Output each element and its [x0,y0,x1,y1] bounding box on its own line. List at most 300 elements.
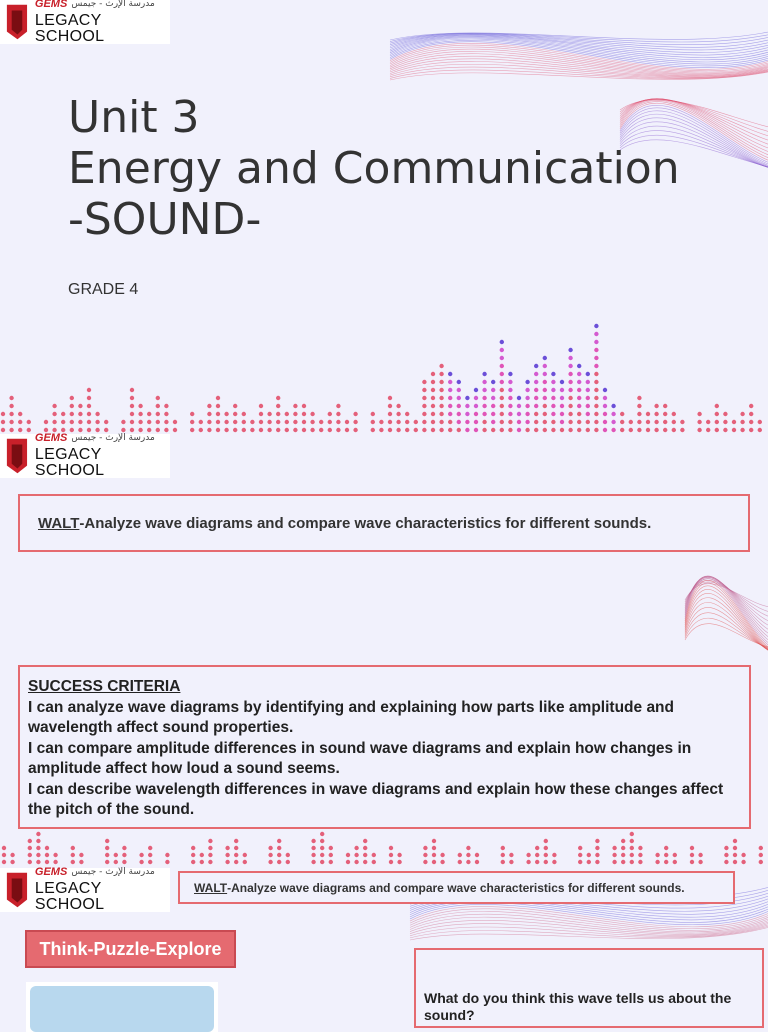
equalizer-dot [655,853,659,857]
equalizer-dot [525,404,529,408]
equalizer-dot [346,860,350,864]
equalizer-dot [440,860,444,864]
equalizer-dot [568,396,572,400]
equalizer-dot [28,839,32,843]
equalizer-dot [466,860,470,864]
equalizer-dot [225,860,229,864]
equalizer-dot [207,404,211,408]
equalizer-dot [620,412,624,416]
success-item: I can describe wavelength differences in wave diagrams and explain how these changes affect the pitch of the sound. [28,780,724,818]
equalizer-dot [457,420,461,424]
equalizer-dot [587,860,591,864]
equalizer-dot [345,428,349,432]
title-unit: Unit 3 [68,92,200,143]
equalizer-dot [638,846,642,850]
equalizer-dot [526,853,530,857]
equalizer-dot [148,860,152,864]
equalizer-dot [568,388,572,392]
equalizer-dot [320,860,324,864]
equalizer-dot [199,428,203,432]
equalizer-dot [594,364,598,368]
equalizer-dot [276,428,280,432]
equalizer-dot [28,860,32,864]
equalizer-dot [500,380,504,384]
equalizer-dot [577,404,581,408]
logo-arabic: مدرسة الإرث - جيمس [71,433,155,443]
equalizer-dot [190,412,194,416]
equalizer-dot [509,853,513,857]
equalizer-dot [457,404,461,408]
equalizer-dot [448,404,452,408]
logo-emblem-icon [4,870,31,910]
equalizer-dot [9,428,13,432]
equalizer-dot [603,412,607,416]
equalizer-dot [276,396,280,400]
equalizer-dot [594,324,598,328]
equalizer-dot [568,364,572,368]
equalizer-dot [329,860,333,864]
equalizer-dot [733,846,737,850]
equalizer-dot [10,860,14,864]
equalizer-dot [724,860,728,864]
equalizer-dot [87,396,91,400]
equalizer-dot [320,853,324,857]
equalizer-dot [595,846,599,850]
equalizer-dot [423,853,427,857]
equalizer-dot [594,340,598,344]
equalizer-dot [156,412,160,416]
equalizer-dot [354,860,358,864]
equalizer-dot [354,853,358,857]
equalizer-dot [672,420,676,424]
equalizer-dot [491,428,495,432]
equalizer-dot [551,412,555,416]
equalizer-dot [577,428,581,432]
equalizer-dot [346,853,350,857]
equalizer-dot [147,428,151,432]
equalizer-dot [749,412,753,416]
equalizer-dot [758,420,762,424]
equalizer-dot [577,372,581,376]
equalizer-dot [243,860,247,864]
equalizer-dot [52,412,56,416]
success-heading: SUCCESS CRITERIA [28,678,181,695]
equalizer-dot [1,420,5,424]
equalizer-dot [336,428,340,432]
equalizer-dot [138,428,142,432]
think-puzzle-explore-banner: Think-Puzzle-Explore [25,930,236,968]
equalizer-dot [587,853,591,857]
equalizer-dot [749,428,753,432]
equalizer-dot [535,846,539,850]
equalizer-dot [36,832,40,836]
equalizer-dot [70,404,74,408]
equalizer-dot [500,428,504,432]
equalizer-dot [740,420,744,424]
equalizer-dot [448,396,452,400]
equalizer-dot [52,404,56,408]
equalizer-dot [457,428,461,432]
equalizer-dot [448,412,452,416]
equalizer-dot [423,846,427,850]
equalizer-dot [525,396,529,400]
equalizer-dot [655,860,659,864]
equalizer-dot [501,846,505,850]
equalizer-dot [130,428,134,432]
equalizer-dot [371,428,375,432]
equalizer-dot [422,388,426,392]
equalizer-dot [389,853,393,857]
equalizer-dot [147,412,151,416]
equalizer-dot [277,860,281,864]
grade-label: GRADE 4 [68,281,139,298]
question-box [414,948,764,1028]
equalizer-dot [353,428,357,432]
equalizer-dot [568,348,572,352]
equalizer-dot [122,860,126,864]
equalizer-dot [79,860,83,864]
equalizer-dot [517,420,521,424]
equalizer-dot [663,404,667,408]
equalizer-dot [286,860,290,864]
equalizer-dot [474,388,478,392]
equalizer-dot [491,388,495,392]
equalizer-dot [646,420,650,424]
ribbon-line [685,607,768,651]
equalizer-dot [277,839,281,843]
equalizer-dot [603,404,607,408]
equalizer-dot [611,420,615,424]
equalizer-dot [543,372,547,376]
equalizer-dot [156,404,160,408]
equalizer-dot [690,853,694,857]
equalizer-dot [45,860,49,864]
equalizer-dot [379,420,383,424]
equalizer-dot [234,853,238,857]
equalizer-dot [621,853,625,857]
equalizer-dot [10,853,14,857]
equalizer-dot [233,412,237,416]
equalizer-dot [560,420,564,424]
equalizer-dot [371,420,375,424]
equalizer-dot [71,846,75,850]
title-topic: Energy and Communication [68,143,680,194]
equalizer-dot [578,860,582,864]
equalizer-dot [70,412,74,416]
equalizer-dot [697,420,701,424]
equalizer-dot [448,380,452,384]
equalizer-dot [379,428,383,432]
equalizer-dot [388,420,392,424]
equalizer-dot [551,396,555,400]
equalizer-dot [698,853,702,857]
ribbon-line [390,42,768,70]
equalizer-dot [286,853,290,857]
equalizer-dot [414,420,418,424]
walt-label: WALT [194,880,228,895]
logo-arabic: مدرسة الإرث - جيمس [71,0,155,9]
equalizer-dot [28,853,32,857]
equalizer-dot [482,404,486,408]
equalizer-dot [276,412,280,416]
equalizer-dot [105,860,109,864]
equalizer-dot [372,853,376,857]
equalizer-dot [611,412,615,416]
equalizer-dot [216,428,220,432]
equalizer-dot [621,846,625,850]
equalizer-dot [629,420,633,424]
equalizer-dot [267,412,271,416]
equalizer-dot [439,364,443,368]
equalizer-dot [637,412,641,416]
equalizer-dot [87,388,91,392]
equalizer-dot [250,428,254,432]
equalizer-dot [405,420,409,424]
equalizer-dot [458,853,462,857]
equalizer-dot [551,372,555,376]
equalizer-dot [551,428,555,432]
equalizer-dot [320,846,324,850]
equalizer-dot [508,380,512,384]
equalizer-dot [53,853,57,857]
equalizer-dot [586,372,590,376]
ribbon-line [685,602,768,653]
logo-emblem-icon [4,436,31,476]
equalizer-dot [586,388,590,392]
equalizer-dot [61,412,65,416]
equalizer-dot [388,428,392,432]
equalizer-dot [715,404,719,408]
equalizer-dot [191,860,195,864]
equalizer-dot [594,388,598,392]
equalizer-dot [594,420,598,424]
equalizer-dot [551,420,555,424]
equalizer-dot [544,853,548,857]
equalizer-dot [353,412,357,416]
ribbon-line [390,47,768,74]
equalizer-dot [560,404,564,408]
equalizer-dot [216,396,220,400]
equalizer-dot [71,853,75,857]
equalizer-dot [44,420,48,424]
equalizer-dot [594,332,598,336]
equalizer-dot [61,420,65,424]
equalizer-dot [310,412,314,416]
slide-title [68,92,680,245]
equalizer-dot [697,412,701,416]
equalizer-dot [328,428,332,432]
logo-emblem-icon [4,2,31,42]
equalizer-dot [534,380,538,384]
equalizer-dot [414,428,418,432]
equalizer-dot [594,412,598,416]
equalizer-dot [749,420,753,424]
equalizer-dot [482,428,486,432]
equalizer-dot [148,846,152,850]
equalizer-dot [543,412,547,416]
equalizer-dot [457,380,461,384]
equalizer-dot [9,404,13,408]
equalizer-dot [560,388,564,392]
equalizer-dot [234,846,238,850]
equalizer-dot [268,853,272,857]
equalizer-dot [733,860,737,864]
equalizer-dot [328,412,332,416]
equalizer-dot [646,412,650,416]
equalizer-dot [568,420,572,424]
equalizer-dot [139,860,143,864]
equalizer-dot [534,428,538,432]
equalizer-dot [758,428,762,432]
equalizer-dot [654,412,658,416]
equalizer-dot [138,404,142,408]
equalizer-dot [122,846,126,850]
equalizer-dot [431,404,435,408]
equalizer-dot [724,853,728,857]
equalizer-dot [164,428,168,432]
equalizer-dot [577,364,581,368]
equalizer-dot [630,860,634,864]
equalizer-dot [586,428,590,432]
equalizer-dot [130,412,134,416]
equalizer-dot [388,412,392,416]
equalizer-dot [500,364,504,368]
success-criteria-box [18,665,751,829]
equalizer-dot [706,420,710,424]
logo-school-name: LEGACY SCHOOL [34,12,105,45]
equalizer-dot [534,420,538,424]
equalizer-dot [45,853,49,857]
equalizer-dot [680,420,684,424]
equalizer-dot [423,860,427,864]
equalizer-dot [439,372,443,376]
equalizer-dot [654,420,658,424]
equalizer-dot [207,412,211,416]
equalizer-dot [302,404,306,408]
equalizer-dot [594,356,598,360]
equalizer-dot [543,388,547,392]
equalizer-dot [672,428,676,432]
equalizer-dot [612,853,616,857]
equalizer-dot [319,428,323,432]
equalizer-dot [500,396,504,400]
equalizer-dot [53,860,57,864]
equalizer-dot [396,428,400,432]
equalizer-dot [242,420,246,424]
equalizer-dot [663,412,667,416]
equalizer-dot [242,428,246,432]
equalizer-dot [191,846,195,850]
equalizer-dot [491,404,495,408]
equalizer-dot [52,420,56,424]
equalizer-dot [465,428,469,432]
equalizer-dot [2,853,6,857]
success-item: I can analyze wave diagrams by identifying and explaining how parts like amplitude and wavelength affect sound properties. [28,698,674,736]
equalizer-dot [715,412,719,416]
equalizer-dot [534,364,538,368]
equalizer-dot [611,428,615,432]
equalizer-dot [543,380,547,384]
equalizer-dot [9,420,13,424]
equalizer-dot [603,396,607,400]
equalizer-dot [500,348,504,352]
equalizer-dot [191,853,195,857]
equalizer-dot [690,860,694,864]
equalizer-dot [475,860,479,864]
equalizer-dot [638,860,642,864]
equalizer-dot [482,388,486,392]
equalizer-dot [320,832,324,836]
school-logo [0,0,170,44]
equalizer-dot [740,428,744,432]
equalizer-dot [586,404,590,408]
equalizer-dot [78,428,82,432]
equalizer-dot [234,860,238,864]
equalizer-dot [482,420,486,424]
equalizer-dot [439,412,443,416]
equalizer-dot [95,412,99,416]
equalizer-dot [663,420,667,424]
equalizer-dot [431,412,435,416]
equalizer-dot [568,404,572,408]
equalizer-dot [517,428,521,432]
equalizer-dot [336,404,340,408]
equalizer-dot [551,404,555,408]
equalizer-dot [208,839,212,843]
equalizer-dot [311,839,315,843]
equalizer-dot [397,853,401,857]
equalizer-dot [525,380,529,384]
equalizer-dot [474,396,478,400]
equalizer-dot [637,404,641,408]
equalizer-dot [500,356,504,360]
equalizer-dot [594,372,598,376]
equalizer-dot [482,372,486,376]
equalizer-dot [302,428,306,432]
equalizer-dot [139,853,143,857]
equalizer-dot [525,428,529,432]
equalizer-dot [482,412,486,416]
equalizer-dot [568,412,572,416]
logo-school-name: LEGACY SCHOOL [34,880,105,913]
equalizer-dot [18,412,22,416]
walt-label: WALT [38,514,80,532]
equalizer-dot [422,380,426,384]
equalizer-dot [302,412,306,416]
equalizer-dot [482,380,486,384]
equalizer-dot [611,404,615,408]
equalizer-dot [224,428,228,432]
equalizer-dot [36,853,40,857]
equalizer-dot [70,396,74,400]
equalizer-dot [36,839,40,843]
equalizer-dot [78,404,82,408]
equalizer-dot [372,860,376,864]
equalizer-dot [104,420,108,424]
equalizer-dot [501,853,505,857]
equalizer-dot [233,420,237,424]
equalizer-dot [293,412,297,416]
equalizer-dot [543,404,547,408]
equalizer-dot [508,404,512,408]
equalizer-dot [329,853,333,857]
equalizer-dot [328,420,332,424]
equalizer-dot [595,860,599,864]
equalizer-dot [577,420,581,424]
equalizer-dot [173,420,177,424]
equalizer-dot [216,412,220,416]
equalizer-dot [474,420,478,424]
